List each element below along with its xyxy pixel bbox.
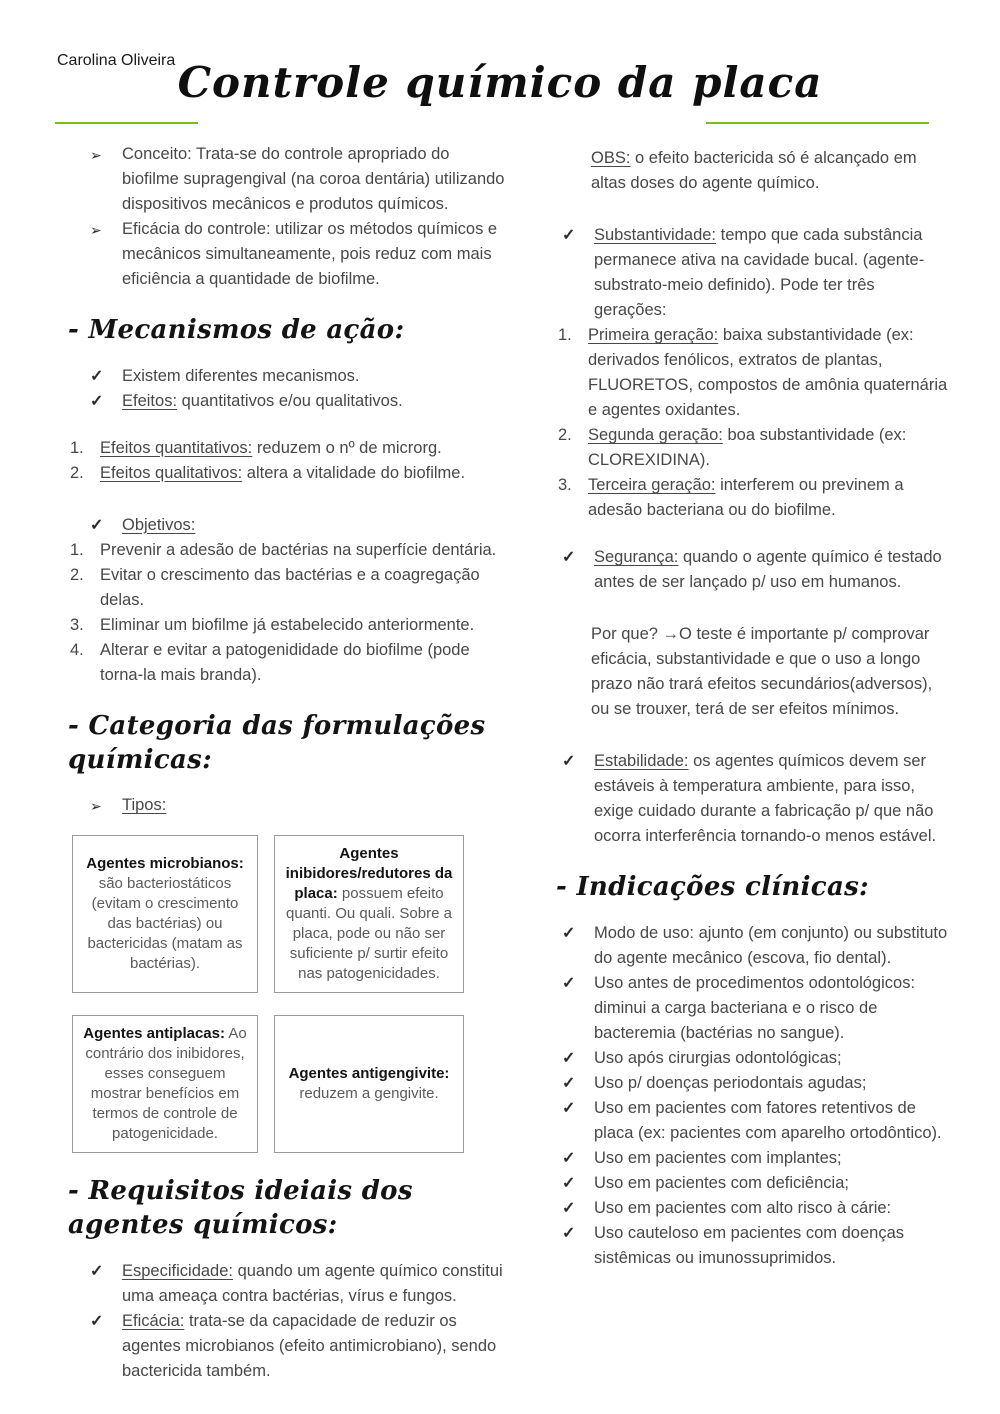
- section-heading-indicacoes: - Indicações clínicas:: [556, 872, 869, 902]
- item-body: Existem diferentes mecanismos.: [122, 366, 360, 385]
- check-icon: ✓: [90, 392, 104, 410]
- requisitos-check-list: [68, 1259, 505, 1384]
- item-text: [100, 461, 505, 486]
- list-item: [556, 423, 948, 473]
- agent-type-boxes: [72, 835, 505, 1153]
- item-number: 1.: [558, 326, 572, 344]
- item-lead: Terceira geração:: [588, 476, 716, 494]
- box-body: são bacteriostáticos (evitam o crescimento das bactérias) ou bactericidas (matam as bactérias).: [87, 875, 243, 973]
- list-item: [68, 1309, 505, 1384]
- box-lead: Agentes antigengivite:: [288, 1065, 450, 1083]
- check-icon: ✓: [90, 1262, 104, 1280]
- item-text: Uso após cirurgias odontológicas;: [594, 1048, 842, 1067]
- item-text: Conceito: Trata-se do controle apropriado do biofilme supragengival (na coroa dentária) utilizando dispositivos mecânicos e produtos químicos.: [122, 145, 505, 213]
- tipos-label: Tipos:: [122, 796, 167, 815]
- tipos-label-row: [68, 793, 505, 819]
- item-text: Eliminar um biofilme já estabelecido anteriormente.: [100, 615, 475, 634]
- intro-list: [68, 142, 505, 292]
- note-box: [274, 835, 464, 993]
- list-item: [556, 1146, 948, 1171]
- item-body: reduzem o nº de microrg.: [256, 438, 442, 457]
- item-text: Uso p/ doenças periodontais agudas;: [594, 1073, 867, 1092]
- mecanismos-check-list: [68, 364, 505, 414]
- item-text: Eficácia do controle: utilizar os métodos químicos e mecânicos simultaneamente, pois reduz com mais eficiência a quantidade de biofilme.: [122, 220, 498, 288]
- check-icon: ✓: [562, 1099, 576, 1117]
- box-text: [83, 1024, 247, 1144]
- item-text: Prevenir a adesão de bactérias na superfície dentária.: [100, 540, 497, 559]
- item-number: 2.: [70, 565, 84, 584]
- box-body: reduzem a gengivite.: [299, 1085, 439, 1103]
- list-item: [556, 971, 948, 1046]
- list-item: [556, 921, 948, 971]
- item-number: 4.: [70, 640, 84, 659]
- arrow-bullet-icon: ➢: [90, 147, 102, 163]
- list-item: [68, 142, 505, 217]
- item-body: altera a vitalidade do biofilme.: [246, 463, 466, 482]
- item-text: Modo de uso: ajunto (em conjunto) ou substituto do agente mecânico (escova, fio dental).: [594, 923, 948, 967]
- item-lead: Primeira geração:: [588, 326, 719, 344]
- title-underline-left: [55, 122, 198, 124]
- substantividade-item: [556, 223, 948, 323]
- obs-note: [556, 146, 948, 196]
- objetivos-label-row: [68, 513, 505, 538]
- list-item: [68, 364, 505, 389]
- list-item: [556, 1171, 948, 1196]
- check-icon: ✓: [562, 1224, 576, 1242]
- item-body: tempo que cada substância permanece ativa na cavidade bucal. (agente-substrato-meio definido). Pode ter três gerações:: [594, 226, 925, 319]
- item-lead: Eficácia:: [122, 1311, 185, 1330]
- item-body: quando o agente químico é testado antes de ser lançado p/ uso em humanos.: [594, 548, 942, 591]
- item-text: Evitar o crescimento das bactérias e a coagregação delas.: [100, 565, 480, 609]
- item-text: [122, 1309, 505, 1384]
- item-text: [122, 389, 505, 414]
- arrow-bullet-icon: ➢: [90, 798, 102, 815]
- efeitos-numbered-list: [68, 436, 505, 486]
- obs-lead: OBS:: [591, 149, 631, 167]
- section-heading-categorias: - Categoria das formulações químicas:: [68, 710, 486, 775]
- list-item: [556, 323, 948, 423]
- item-lead: Efeitos qualitativos:: [100, 463, 243, 482]
- item-lead: Efeitos quantitativos:: [100, 438, 253, 457]
- list-item: [556, 1196, 948, 1221]
- box-text: [285, 844, 453, 984]
- check-icon: ✓: [562, 227, 576, 244]
- list-item: [68, 1259, 505, 1309]
- list-item: [556, 1221, 948, 1271]
- box-body: Ao contrário dos inibidores, esses conseguem mostrar benefícios em termos de controle de patogenicidade.: [85, 1025, 247, 1143]
- page-title: Controle químico da placa: [177, 58, 823, 107]
- list-item: [556, 1046, 948, 1071]
- item-number: 2.: [70, 463, 84, 482]
- section-heading-requisitos: - Requisitos ideiais dos agentes químicos:: [68, 1176, 413, 1241]
- item-number: 2.: [558, 426, 572, 444]
- item-text: [594, 749, 948, 849]
- check-icon: ✓: [90, 516, 104, 534]
- list-item: [556, 1071, 948, 1096]
- item-text: [588, 323, 948, 423]
- item-text: Alterar e evitar a patogenididade do biofilme (pode torna-la mais branda).: [100, 640, 470, 684]
- item-lead: Efeitos:: [122, 391, 178, 410]
- list-item: [556, 1096, 948, 1146]
- item-body: os agentes químicos devem ser estáveis à temperatura ambiente, para isso, exige cuidado durante a fabricação p/ que não ocorra interferência tornando-o menos estável.: [594, 752, 937, 845]
- note-box: [72, 835, 258, 993]
- item-body: quando um agente químico constitui uma ameaça contra bactérias, vírus e fungos.: [122, 1261, 503, 1305]
- check-icon: ✓: [90, 367, 104, 385]
- list-item: [68, 461, 505, 486]
- check-icon: ✓: [562, 549, 576, 566]
- item-text: [122, 513, 505, 538]
- check-icon: ✓: [562, 753, 576, 770]
- check-icon: ✓: [562, 1199, 576, 1217]
- list-item: [68, 217, 505, 292]
- seguranca-item: [556, 545, 948, 595]
- list-item: [68, 563, 505, 613]
- objetivos-label: Objetivos:: [122, 515, 196, 534]
- item-body: boa substantividade (ex: CLOREXIDINA).: [588, 426, 907, 469]
- box-lead: Agentes microbianos:: [86, 855, 244, 873]
- item-text: [594, 545, 948, 595]
- list-item: [68, 389, 505, 414]
- item-number: 1.: [70, 540, 84, 559]
- obs-body: o efeito bactericida só é alcançado em altas doses do agente químico.: [591, 149, 917, 192]
- porque-paragraph: Por que? →O teste é importante p/ comprovar eficácia, substantividade e que o uso a longo prazo não trará efeitos secundários(adversos), ou se trouxer, terá de ser efeitos mínimos.: [591, 625, 933, 718]
- author-name: Carolina Oliveira: [57, 52, 176, 69]
- item-text: Uso em pacientes com implantes;: [594, 1148, 842, 1167]
- list-item: [556, 473, 948, 523]
- item-number: 3.: [70, 615, 84, 634]
- check-icon: ✓: [562, 1074, 576, 1092]
- item-text: Uso em pacientes com alto risco à cárie:: [594, 1198, 892, 1217]
- box-text: [83, 854, 247, 974]
- box-text: [285, 1064, 453, 1104]
- estabilidade-item: [556, 749, 948, 849]
- check-icon: ✓: [562, 974, 576, 992]
- item-lead: Estabilidade:: [594, 752, 689, 770]
- item-text: [122, 1259, 505, 1309]
- item-text: [588, 473, 948, 523]
- item-text: [588, 423, 948, 473]
- item-lead: Substantividade:: [594, 226, 717, 244]
- item-body: interferem ou previnem a adesão bacteriana ou do biofilme.: [588, 476, 904, 519]
- section-heading-mecanismos: - Mecanismos de ação:: [68, 315, 405, 345]
- list-item: [68, 638, 505, 688]
- item-body: quantitativos e/ou qualitativos.: [181, 391, 403, 410]
- list-item: [68, 613, 505, 638]
- note-box: [72, 1015, 258, 1153]
- item-text: [122, 364, 505, 389]
- item-text: [594, 223, 948, 323]
- item-text: [122, 793, 505, 818]
- indicacoes-check-list: [556, 921, 948, 1271]
- item-lead: Especificidade:: [122, 1261, 233, 1280]
- item-text: Uso em pacientes com deficiência;: [594, 1173, 849, 1192]
- check-icon: ✓: [562, 1049, 576, 1067]
- list-item: [68, 436, 505, 461]
- left-column: [68, 142, 505, 1384]
- item-body: trata-se da capacidade de reduzir os agentes microbianos (efeito antimicrobiano), sendo bactericida também.: [122, 1311, 497, 1380]
- item-text: [100, 436, 505, 461]
- item-number: 3.: [558, 476, 572, 494]
- box-lead: Agentes inibidores/redutores da placa:: [285, 845, 453, 903]
- check-icon: ✓: [562, 924, 576, 942]
- box-body: possuem efeito quanti. Ou quali. Sobre a placa, pode ou não ser suficiente p/ surtir efeito nas patogenicidades.: [286, 885, 452, 983]
- item-lead: Segurança:: [594, 548, 679, 566]
- title-underline-right: [706, 122, 929, 124]
- item-text: Uso cauteloso em pacientes com doenças sistêmicas ou imunossuprimidos.: [594, 1223, 905, 1267]
- item-text: Uso antes de procedimentos odontológicos: diminui a carga bacteriana e o risco de bacteremia (bactérias no sangue).: [594, 973, 916, 1042]
- item-body: baixa substantividade (ex: derivados fenólicos, extratos de plantas, FLUORETOS, compostos de amônia quaternária e agentes oxidantes.: [588, 326, 948, 419]
- item-lead: Segunda geração:: [588, 426, 723, 444]
- geracoes-numbered-list: [556, 323, 948, 523]
- check-icon: ✓: [90, 1312, 104, 1330]
- objetivos-numbered-list: [68, 538, 505, 688]
- right-column: [556, 146, 948, 1271]
- box-lead: Agentes antiplacas:: [83, 1025, 225, 1043]
- note-box: [274, 1015, 464, 1153]
- check-icon: ✓: [562, 1174, 576, 1192]
- item-text: Uso em pacientes com fatores retentivos de placa (ex: pacientes com aparelho ortodôntico).: [594, 1098, 942, 1142]
- check-icon: ✓: [562, 1149, 576, 1167]
- list-item: [68, 538, 505, 563]
- item-number: 1.: [70, 438, 84, 457]
- arrow-bullet-icon: ➢: [90, 222, 102, 238]
